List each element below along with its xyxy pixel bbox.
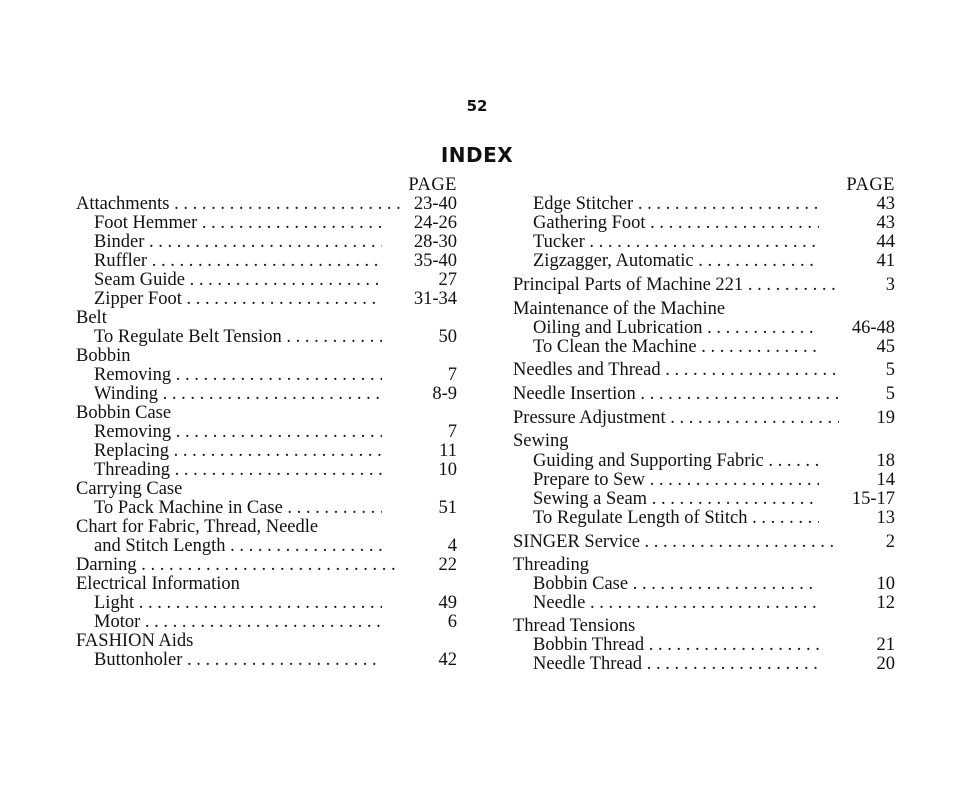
entry-page: 24-26 xyxy=(413,213,457,233)
entry-label: To Clean the Machine . . . xyxy=(533,338,819,357)
entry-label: Buttonholer . . . xyxy=(94,651,382,670)
entry-page: 22 xyxy=(438,555,457,575)
entry-label: Sewing a Seam . . . xyxy=(533,490,819,509)
entry-heading: Threading xyxy=(513,555,590,575)
entry-page: 44 xyxy=(876,232,895,252)
index-entry xyxy=(94,366,457,385)
entry-heading: Bobbin xyxy=(76,346,131,366)
index-entry xyxy=(94,461,457,480)
entry-page: 27 xyxy=(438,270,457,290)
entry-page: 3 xyxy=(885,275,895,295)
entry-page: 2 xyxy=(885,532,895,552)
entry-label: Motor . . . xyxy=(94,613,382,632)
entry-label: Zigzagger, Automatic . . . xyxy=(533,252,819,271)
entry-label: Threading . . . xyxy=(94,461,382,480)
index-entry xyxy=(533,509,895,528)
index-entry xyxy=(76,518,457,537)
entry-heading: Carrying Case xyxy=(76,479,183,499)
index-column-left xyxy=(76,175,457,670)
page-column-header: PAGE xyxy=(408,175,457,195)
index-entry xyxy=(533,252,895,271)
index-entry xyxy=(94,594,457,613)
index-entry xyxy=(94,233,457,252)
entry-label: Needles and Thread . . . xyxy=(513,361,839,380)
entry-page: 14 xyxy=(876,470,895,490)
entry-label: Tucker . . . xyxy=(533,233,819,252)
entry-page: 20 xyxy=(876,654,895,674)
entry-label: Removing . . . xyxy=(94,366,382,385)
index-entry xyxy=(94,290,457,309)
entry-page: 4 xyxy=(447,536,457,556)
index-entry xyxy=(533,594,895,613)
entry-page: 13 xyxy=(876,508,895,528)
entry-label: Removing . . . xyxy=(94,423,382,442)
index-entry xyxy=(76,347,457,366)
entry-label: Attachments . . . xyxy=(76,195,400,214)
entry-label: Replacing . . . xyxy=(94,442,382,461)
entry-label: Foot Hemmer . . . xyxy=(94,214,382,233)
index-entry xyxy=(94,613,457,632)
entry-page: 6 xyxy=(447,612,457,632)
index-entry xyxy=(533,452,895,471)
entry-page: 28-30 xyxy=(413,232,457,252)
entry-heading: Maintenance of the Machine xyxy=(513,299,726,319)
page-title: INDEX xyxy=(440,143,514,167)
entry-heading: Sewing xyxy=(513,431,569,451)
entry-heading: Belt xyxy=(76,308,107,328)
index-entry xyxy=(94,271,457,290)
index-entry xyxy=(94,328,457,347)
index-entry xyxy=(533,490,895,509)
index-entry xyxy=(76,575,457,594)
entry-label: Edge Stitcher . . . xyxy=(533,195,819,214)
entry-label: and Stitch Length . . . xyxy=(94,537,382,556)
index-entry xyxy=(94,442,457,461)
entry-label: Pressure Adjustment . . . xyxy=(513,409,839,428)
index-entry xyxy=(533,214,895,233)
entry-label: Zipper Foot . . . xyxy=(94,290,382,309)
entry-label: Needle . . . xyxy=(533,594,819,613)
entry-label: Principal Parts of Machine 221 . . . xyxy=(513,276,839,295)
entry-page: 10 xyxy=(438,460,457,480)
entry-label: Bobbin Case . . . xyxy=(533,575,819,594)
entry-heading: Thread Tensions xyxy=(513,616,636,636)
entry-page: 7 xyxy=(447,365,457,385)
index-entry xyxy=(76,195,457,214)
index-entry xyxy=(533,655,895,674)
entry-label: Ruffler . . . xyxy=(94,252,382,271)
index-entry xyxy=(94,385,457,404)
entry-page: 12 xyxy=(876,593,895,613)
entry-label: Bobbin Thread . . . xyxy=(533,636,819,655)
index-entry xyxy=(533,338,895,357)
index-entry xyxy=(94,214,457,233)
entry-heading: FASHION Aids xyxy=(76,631,194,651)
index-column-right xyxy=(513,175,895,674)
index-entry xyxy=(76,309,457,328)
index-entry xyxy=(94,423,457,442)
entry-label: Gathering Foot . . . xyxy=(533,214,819,233)
index-entry xyxy=(513,432,895,451)
entry-page: 19 xyxy=(876,408,895,428)
entry-page: 35-40 xyxy=(413,251,457,271)
entry-heading: Electrical Information xyxy=(76,574,240,594)
index-entry xyxy=(94,537,457,556)
index-entry xyxy=(533,636,895,655)
entry-label: To Regulate Length of Stitch . . . xyxy=(533,509,819,528)
entry-label: Guiding and Supporting Fabric . . . xyxy=(533,452,819,471)
index-entry xyxy=(513,556,895,575)
entry-label: Darning . . . xyxy=(76,556,400,575)
index-entry xyxy=(94,252,457,271)
index-entry xyxy=(76,556,457,575)
entry-page: 5 xyxy=(885,384,895,404)
entry-label: To Pack Machine in Case . . . xyxy=(94,499,382,518)
page-column-header: PAGE xyxy=(846,175,895,195)
index-entry xyxy=(533,319,895,338)
entry-page: 50 xyxy=(438,327,457,347)
index-entry xyxy=(76,404,457,423)
entry-label: Binder . . . xyxy=(94,233,382,252)
entry-page: 18 xyxy=(876,451,895,471)
entry-page: 10 xyxy=(876,574,895,594)
entry-page: 5 xyxy=(885,360,895,380)
entry-page: 49 xyxy=(438,593,457,613)
index-entry xyxy=(513,617,895,636)
index-entry xyxy=(533,195,895,214)
entry-label: Prepare to Sew . . . xyxy=(533,471,819,490)
entry-heading: Chart for Fabric, Thread, Needle xyxy=(76,517,319,537)
entry-label: To Regulate Belt Tension . . . xyxy=(94,328,382,347)
entry-label: Seam Guide . . . xyxy=(94,271,382,290)
index-entry xyxy=(513,300,895,319)
index-entry xyxy=(533,575,895,594)
index-entry xyxy=(94,651,457,670)
entry-page: 15-17 xyxy=(851,489,895,509)
index-entry xyxy=(94,499,457,518)
entry-page: 51 xyxy=(438,498,457,518)
entry-label: Light . . . xyxy=(94,594,382,613)
index-entry xyxy=(513,385,895,404)
index-entry xyxy=(513,276,895,295)
entry-page: 11 xyxy=(439,441,457,461)
index-entry xyxy=(533,233,895,252)
entry-label: Oiling and Lubrication . . . xyxy=(533,319,819,338)
entry-page: 23-40 xyxy=(413,194,457,214)
entry-page: 41 xyxy=(876,251,895,271)
entry-page: 43 xyxy=(876,213,895,233)
entry-page: 7 xyxy=(447,422,457,442)
index-entry xyxy=(76,632,457,651)
entry-page: 43 xyxy=(876,194,895,214)
entry-label: Needle Thread . . . xyxy=(533,655,819,674)
index-entry xyxy=(76,480,457,499)
entry-page: 45 xyxy=(876,337,895,357)
entry-page: 8-9 xyxy=(432,384,457,404)
entry-label: SINGER Service . . . xyxy=(513,533,839,552)
entry-page: 31-34 xyxy=(413,289,457,309)
entry-label: Winding . . . xyxy=(94,385,382,404)
index-entry xyxy=(513,533,895,552)
entry-page: 21 xyxy=(876,635,895,655)
entry-label: Needle Insertion . . . xyxy=(513,385,839,404)
index-entry xyxy=(533,471,895,490)
entry-page: 42 xyxy=(438,650,457,670)
entry-page: 46-48 xyxy=(851,318,895,338)
entry-heading: Bobbin Case xyxy=(76,403,172,423)
page-number: 52 xyxy=(466,97,488,115)
index-entry xyxy=(513,409,895,428)
index-entry xyxy=(513,361,895,380)
